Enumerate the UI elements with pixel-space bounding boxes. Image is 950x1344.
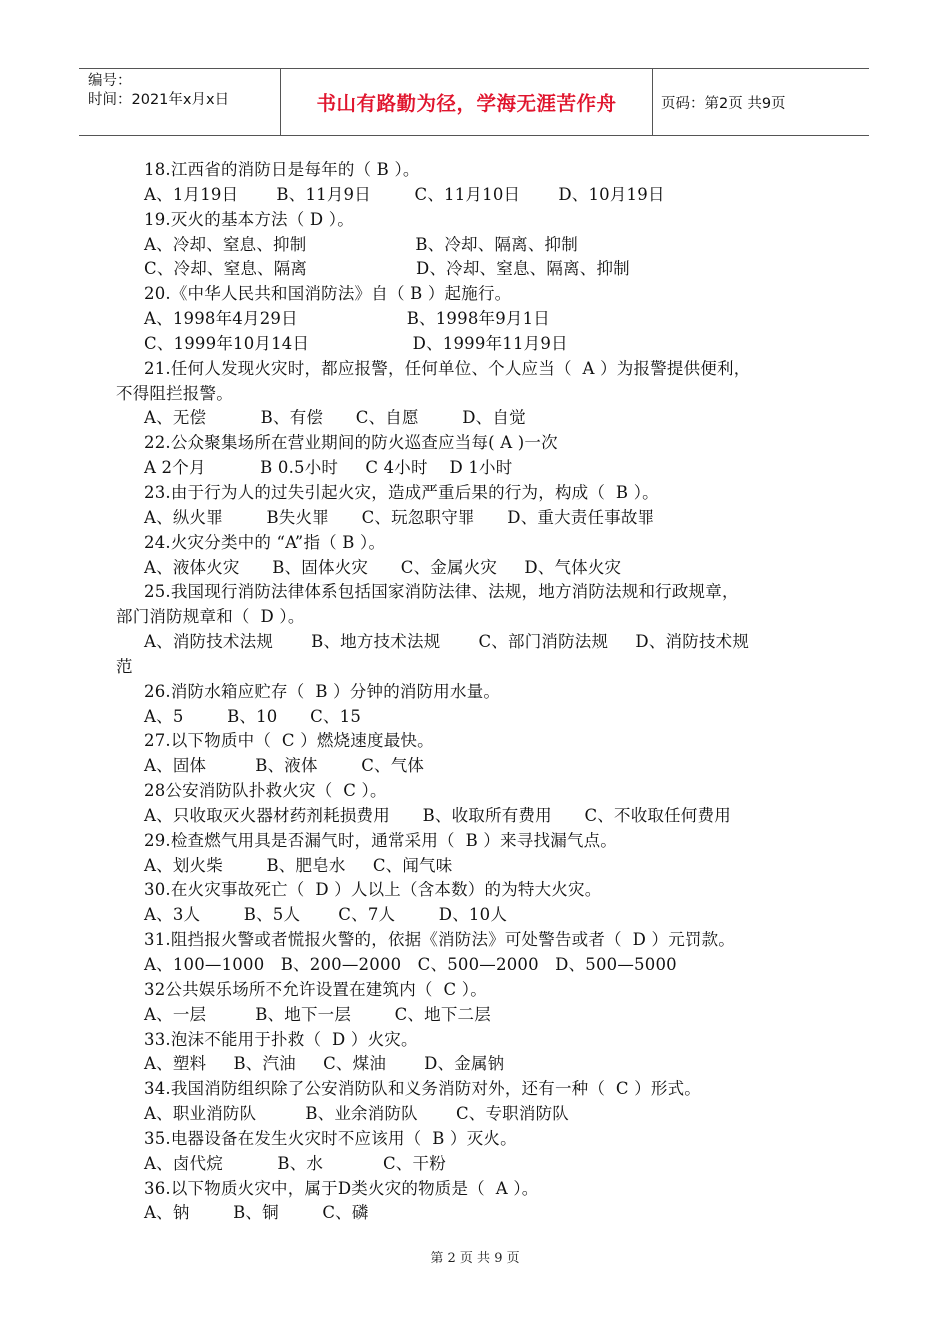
text-line: 不得阻拦报警。	[116, 383, 233, 403]
text-line: 18.江西省的消防日是每年的（ B ）。	[144, 160, 420, 179]
header-page-cell	[653, 69, 869, 135]
text-line: 21.任何人发现火灾时，都应报警，任何单位、个人应当（ A ）为报警提供便利，	[144, 358, 751, 378]
question-content	[116, 158, 836, 1226]
header-left-cell	[79, 69, 281, 135]
text-line: A、钠 B、铜 C、磷	[144, 1203, 369, 1223]
text-line: A、纵火罪 B失火罪 C、玩忽职守罪 D、重大责任事故罪	[144, 507, 655, 527]
text-line: A、固体 B、液体 C、气体	[144, 756, 425, 776]
text-line: A、3人 B、5人 C、7人 D、10人	[144, 905, 508, 925]
number-label: 编号：	[88, 73, 132, 89]
text-line: 33.泡沫不能用于扑救（ D ）火灾。	[144, 1029, 418, 1049]
header-table	[79, 68, 869, 136]
text-line: 31.阻挡报火警或者慌报火警的，依据《消防法》可处警告或者（ D ）元罚款。	[144, 930, 736, 950]
text-line: 范	[116, 656, 133, 676]
text-line: A、液体火灾 B、固体火灾 C、金属火灾 D、气体火灾	[144, 557, 622, 577]
text-line: 24.火灾分类中的 “A”指（ B ）。	[144, 532, 386, 552]
text-line: A、5 B、10 C、15	[144, 706, 362, 726]
text-line: 30.在火灾事故死亡（ D ）人以上（含本数）的为特大火灾。	[144, 880, 602, 900]
motto-text: 书山有路勤为径，学海无涯苦作舟	[316, 92, 617, 115]
text-line: 27.以下物质中（ C ）燃烧速度最快。	[144, 731, 434, 751]
text-line: A、1月19日 B、11月9日 C、11月10日 D、10月19日	[144, 184, 665, 204]
text-line: A 2个月 B 0.5小时 C 4小时 D 1小时	[144, 458, 513, 478]
text-line: 22.公众聚集场所在营业期间的防火巡查应当每( A )一次	[144, 433, 558, 453]
text-line: C、1999年10月14日 D、1999年11月9日	[144, 333, 568, 353]
text-line: C、冷却、窒息、隔离 D、冷却、窒息、隔离、抑制	[144, 259, 630, 279]
text-line: 26.消防水箱应贮存（ B ）分钟的消防用水量。	[144, 681, 501, 701]
time-label: 时间：2021年x月x日	[88, 92, 230, 108]
text-line: 23.由于行为人的过失引起火灾，造成严重后果的行为，构成（ B ）。	[144, 482, 659, 502]
text-line: A、卤代烷 B、水 C、干粉	[144, 1153, 446, 1173]
text-line: 35.电器设备在发生火灾时不应该用（ B ）灭火。	[144, 1128, 517, 1148]
text-line: A、100—1000 B、200—2000 C、500—2000 D、500—5000	[144, 955, 677, 974]
text-line: A、塑料 B、汽油 C、煤油 D、金属钠	[144, 1054, 505, 1074]
text-line: 34.我国消防组织除了公安消防队和义务消防对外，还有一种（ C ）形式。	[144, 1079, 701, 1099]
text-line: A、职业消防队 B、业余消防队 C、专职消防队	[144, 1104, 569, 1124]
text-line: A、1998年4月29日 B、1998年9月1日	[144, 309, 551, 329]
text-line: 部门消防规章和（ D ）。	[116, 607, 305, 627]
text-line: 25.我国现行消防法律体系包括国家消防法律、法规，地方消防法规和行政规章，	[144, 582, 739, 602]
text-line: 19.灭火的基本方法（ D ）。	[144, 209, 354, 229]
text-line: 32公共娱乐场所不允许设置在建筑内（ C ）。	[144, 979, 487, 999]
text-line: A、无偿 B、有偿 C、自愿 D、自觉	[144, 408, 526, 428]
text-line: A、划火柴 B、肥皂水 C、闻气味	[144, 855, 453, 875]
text-line: 28公安消防队扑救火灾（ C ）。	[144, 781, 387, 801]
text-line: 20.《中华人民共和国消防法》自（ B ）起施行。	[144, 284, 512, 304]
text-line: A、只收取灭火器材药剂耗损费用 B、收取所有费用 C、不收取任何费用	[144, 805, 731, 825]
page-code: 页码：第2页 共9页	[661, 95, 786, 112]
text-line: 36.以下物质火灾中，属于D类火灾的物质是（ A ）。	[144, 1178, 539, 1198]
page-footer: 第 2 页 共 9 页	[430, 1251, 520, 1266]
text-line: 29.检查燃气用具是否漏气时，通常采用（ B ）来寻找漏气点。	[144, 830, 618, 850]
text-line: A、消防技术法规 B、地方技术法规 C、部门消防法规 D、消防技术规	[144, 632, 750, 652]
header-motto-cell	[281, 69, 653, 135]
text-line: A、一层 B、地下一层 C、地下二层	[144, 1004, 491, 1024]
text-line: A、冷却、窒息、抑制 B、冷却、隔离、抑制	[144, 234, 578, 254]
